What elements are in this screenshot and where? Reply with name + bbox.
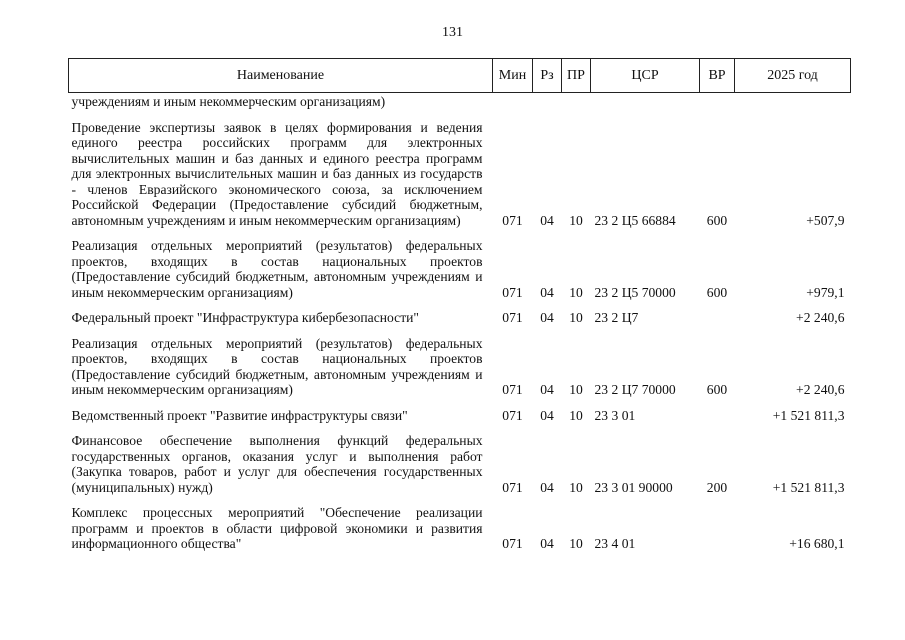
row-min [493, 93, 533, 112]
table-body [69, 93, 851, 554]
row-vr [700, 302, 735, 328]
page-number: 131 [442, 25, 463, 40]
row-name: Реализация отдельных мероприятий (результатов) федеральных проектов, входящих в состав национальных проектов (Предоставление субсидий бюджетным, автономным учреждениям и иным некоммерческим организациям) [71, 238, 483, 300]
table-row [69, 425, 851, 497]
row-vr: 200 [706, 479, 728, 495]
row-pr: 10 [569, 382, 583, 397]
row-min: 071 [502, 212, 523, 228]
row-amount [735, 93, 851, 112]
row-min: 071 [502, 284, 523, 300]
row-rz [533, 93, 562, 112]
table-row [69, 497, 851, 554]
table-row [69, 328, 851, 400]
row-rz: 04 [540, 407, 554, 423]
row-pr: 10 [569, 284, 583, 300]
row-pr: 10 [569, 407, 583, 423]
header-pr: ПР [562, 59, 591, 93]
row-vr [700, 93, 735, 112]
row-pr: 10 [569, 212, 583, 228]
row-vr: 600 [706, 284, 728, 300]
table-row [69, 230, 851, 302]
row-name: Ведомственный проект "Развитие инфраструктуры связи" [71, 407, 408, 423]
row-rz: 04 [540, 382, 554, 397]
row-amount: +16 680,1 [789, 536, 845, 551]
table-row [69, 302, 851, 328]
header-name: Наименование [69, 59, 493, 93]
row-name: Финансовое обеспечение выполнения функций федеральных государственных органов, оказания услуг и выполнения работ (Закупка товаров, работ и услуг для обеспечения государственных (муниципальных) нужд) [71, 433, 483, 495]
row-min: 071 [502, 407, 523, 423]
row-name: Комплекс процессных мероприятий "Обеспечение реализации программ и проектов в области цифровой экономики и развития информационного общества" [71, 505, 483, 551]
row-rz: 04 [540, 310, 554, 325]
row-pr: 10 [569, 479, 583, 495]
header-csr: ЦСР [591, 59, 700, 93]
row-csr: 23 2 Ц5 70000 [594, 284, 676, 300]
table-row [69, 112, 851, 231]
row-vr: 600 [706, 212, 728, 228]
row-min: 071 [502, 536, 523, 551]
header-year: 2025 год [735, 59, 851, 93]
row-pr [562, 93, 591, 112]
row-csr: 23 3 01 [594, 407, 636, 423]
header-min: Мин [493, 59, 533, 93]
row-pr: 10 [569, 536, 583, 551]
row-csr [591, 93, 700, 112]
row-min: 071 [502, 382, 523, 397]
row-pr: 10 [569, 310, 583, 325]
row-csr: 23 4 01 [594, 536, 636, 551]
header-vr: ВР [700, 59, 735, 93]
row-min: 071 [502, 310, 523, 325]
row-amount: +2 240,6 [796, 310, 845, 325]
row-vr [700, 497, 735, 554]
row-csr: 23 3 01 90000 [594, 479, 673, 495]
row-min: 071 [502, 479, 523, 495]
row-name: Федеральный проект "Инфраструктура кибербезопасности" [71, 310, 419, 325]
row-name: учреждениям и иным некоммерческим организациям) [71, 94, 386, 109]
row-rz: 04 [540, 479, 554, 495]
table-row [69, 93, 851, 112]
table-header-row [69, 59, 851, 93]
row-vr [700, 400, 735, 426]
row-rz: 04 [540, 284, 554, 300]
row-rz: 04 [540, 212, 554, 228]
row-rz: 04 [540, 536, 554, 551]
row-amount: +1 521 811,3 [772, 479, 845, 495]
row-name: Реализация отдельных мероприятий (результатов) федеральных проектов, входящих в состав национальных проектов (Предоставление субсидий бюджетным, автономным учреждениям и иным некоммерческим организациям) [71, 335, 483, 397]
row-amount: +1 521 811,3 [772, 407, 845, 423]
budget-table [68, 58, 851, 554]
header-rz: Рз [533, 59, 562, 93]
row-csr: 23 2 Ц7 70000 [594, 382, 676, 397]
row-name: Проведение экспертизы заявок в целях формирования и ведения единого реестра российских программ для электронных вычислительных машин и баз данных и единого реестра программ для электронных вычислительных машин и баз данных из государств - членов Евразийского экономического союза, за исключением Российской Федерации (Предоставление субсидий бюджетным, автономным учреждениям и иным некоммерческим организациям) [71, 119, 483, 228]
table-row [69, 400, 851, 426]
row-csr: 23 2 Ц5 66884 [594, 212, 676, 228]
row-vr: 600 [706, 382, 728, 397]
row-amount: +507,9 [806, 212, 845, 228]
row-amount: +2 240,6 [796, 382, 845, 397]
row-csr: 23 2 Ц7 [594, 310, 639, 325]
row-amount: +979,1 [806, 284, 845, 300]
